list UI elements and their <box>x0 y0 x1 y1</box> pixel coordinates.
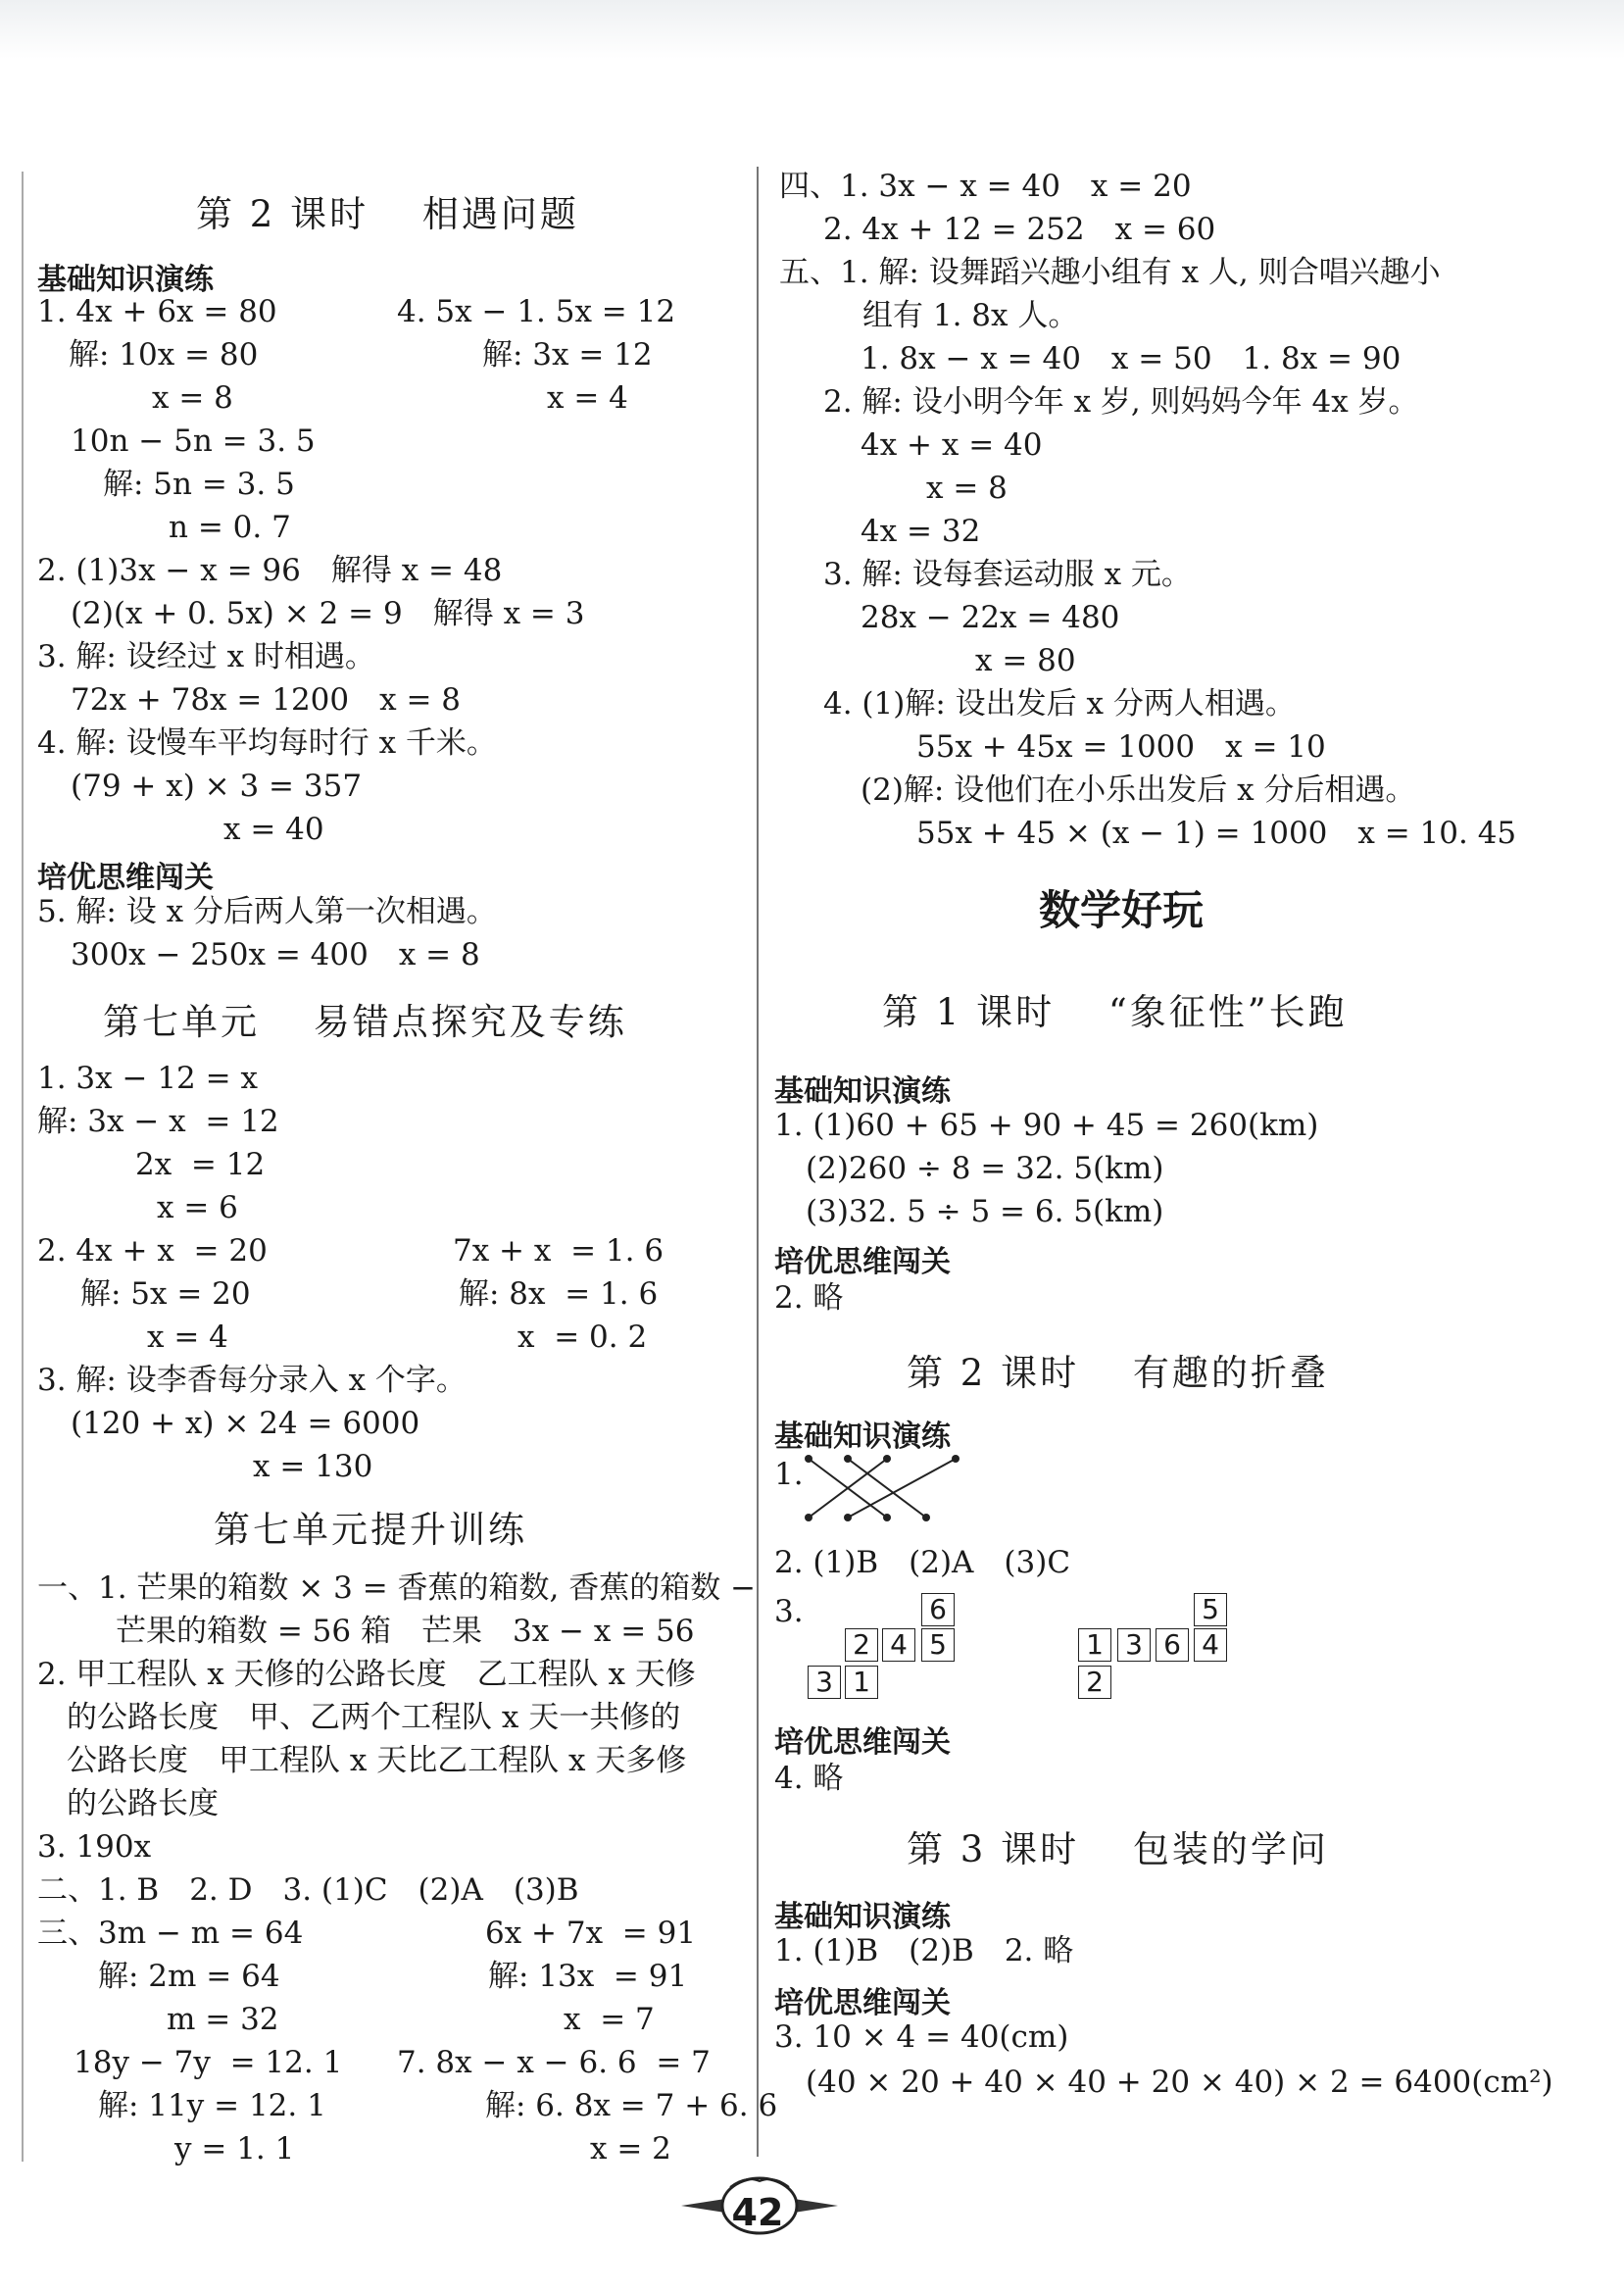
answer-line: 3. 解: 设经过 x 时相遇。 <box>37 639 375 674</box>
chapter-title: 数学好玩 <box>1039 886 1205 934</box>
subsection-heading: 培优思维闯关 <box>774 1725 951 1760</box>
answer-line: 2. 甲工程队 x 天修的公路长度 乙工程队 x 天修 <box>37 1657 696 1692</box>
answer-line: 3. 190x <box>37 1829 152 1865</box>
net-cell: 1 <box>1078 1628 1111 1662</box>
answer-line: 1. (1)B (2)B 2. 略 <box>774 1933 1074 1968</box>
answer-line: 2. (1)3x − x = 96 解得 x = 48 <box>37 553 503 588</box>
dot <box>883 1514 891 1521</box>
page-number-text: 42 <box>731 2191 784 2234</box>
answer-line: 5. 解: 设 x 分后两人第一次相遇。 <box>37 894 497 929</box>
answer-line: 组有 1. 8x 人。 <box>862 298 1079 333</box>
answer-line: 解: 13x = 91 <box>488 1959 688 1994</box>
answer-line: 300x − 250x = 400 x = 8 <box>71 937 480 972</box>
answer-line: 2x = 12 <box>135 1147 266 1182</box>
net-cell: 5 <box>921 1628 955 1662</box>
answer-line: 4. (1)解: 设出发后 x 分两人相遇。 <box>823 686 1296 722</box>
answer-line: 芒果的箱数 = 56 箱 芒果 3x − x = 56 <box>116 1614 695 1649</box>
dot <box>844 1514 852 1521</box>
dot <box>922 1514 930 1521</box>
subsection-heading: 培优思维闯关 <box>774 1245 951 1279</box>
net-cell: 3 <box>1117 1628 1151 1662</box>
answer-line: 72x + 78x = 1200 x = 8 <box>71 682 462 718</box>
answer-line: x = 8 <box>926 471 1008 506</box>
answer-line: 3. <box>774 1594 804 1629</box>
answer-line: 3. 解: 设每套运动服 x 元。 <box>823 557 1192 592</box>
answer-line: 四、1. 3x − x = 40 x = 20 <box>779 169 1192 204</box>
answer-line: 的公路长度 <box>67 1786 219 1821</box>
answer-line: 28x − 22x = 480 <box>861 600 1120 635</box>
answer-line: x = 80 <box>975 643 1076 678</box>
answer-line: 18y − 7y = 12. 1 <box>74 2045 343 2080</box>
answer-line: 6x + 7x = 91 <box>485 1916 697 1951</box>
section-title: 第七单元提升训练 <box>214 1509 527 1551</box>
answer-line: 解: 5x = 20 <box>80 1276 251 1312</box>
answer-line: 4. 略 <box>774 1761 844 1796</box>
answer-line: x = 6 <box>157 1190 238 1225</box>
dot <box>883 1455 891 1463</box>
answer-line: x = 4 <box>547 380 628 416</box>
dot <box>844 1455 852 1463</box>
answer-line: 2. 解: 设小明今年 x 岁, 则妈妈今年 4x 岁。 <box>823 384 1419 420</box>
answer-line: (79 + x) × 3 = 357 <box>71 769 363 804</box>
answer-line: m = 32 <box>167 2002 279 2037</box>
answer-line: 2. 略 <box>774 1280 844 1316</box>
section-title: 第七单元 易错点探究及专练 <box>103 1001 627 1043</box>
answer-line: 1. (1)60 + 65 + 90 + 45 = 260(km) <box>774 1108 1319 1143</box>
answer-line: n = 0. 7 <box>169 510 291 545</box>
answer-line: 解: 3x = 12 <box>482 337 653 373</box>
answer-line: 4x = 32 <box>861 514 981 549</box>
answer-line: 1. 8x − x = 40 x = 50 1. 8x = 90 <box>861 341 1402 376</box>
section-title: 第 2 课时 有趣的折叠 <box>907 1352 1329 1394</box>
top-shading <box>0 0 1624 59</box>
answer-line: 解: 6. 8x = 7 + 6. 6 <box>485 2088 778 2123</box>
net-cell: 6 <box>921 1593 955 1626</box>
net-cell: 6 <box>1156 1628 1189 1662</box>
answer-line: 3. 10 × 4 = 40(cm) <box>774 2019 1069 2055</box>
dot <box>952 1455 960 1463</box>
dot <box>805 1455 812 1463</box>
net-cell: 4 <box>1194 1628 1227 1662</box>
answer-line: (2)解: 设他们在小乐出发后 x 分后相遇。 <box>861 772 1416 808</box>
answer-line: 2. (1)B (2)A (3)C <box>774 1545 1071 1580</box>
answer-line: 10n − 5n = 3. 5 <box>71 423 316 459</box>
answer-line: 4x + x = 40 <box>861 427 1043 463</box>
section-title: 第 1 课时 “象征性”长跑 <box>882 991 1348 1033</box>
answer-line: 1. 4x + 6x = 80 <box>37 294 277 329</box>
answer-line: x = 40 <box>223 812 324 847</box>
net-cell: 3 <box>808 1666 841 1699</box>
answer-line: x = 2 <box>590 2131 671 2166</box>
answer-line: 解: 3x − x = 12 <box>37 1104 279 1139</box>
subsection-heading: 基础知识演练 <box>774 1074 951 1109</box>
answer-line: 的公路长度 甲、乙两个工程队 x 天一共修的 <box>67 1700 681 1735</box>
page-number <box>723 2188 792 2237</box>
subsection-heading: 基础知识演练 <box>37 263 214 297</box>
answer-line: 4. 解: 设慢车平均每时行 x 千米。 <box>37 725 497 761</box>
subsection-heading: 培优思维闯关 <box>37 861 214 895</box>
net-cell: 5 <box>1194 1593 1227 1626</box>
answer-line: 2. 4x + x = 20 <box>37 1233 268 1269</box>
net-cell: 2 <box>1078 1666 1111 1699</box>
section-title: 第 3 课时 包装的学问 <box>907 1828 1329 1870</box>
answer-line: y = 1. 1 <box>174 2131 295 2166</box>
answer-line: (40 × 20 + 40 × 40 + 20 × 40) × 2 = 6400(cm²) <box>806 2065 1553 2100</box>
answer-line: 55x + 45x = 1000 x = 10 <box>916 729 1326 765</box>
answer-line: x = 4 <box>147 1320 228 1355</box>
answer-line: 1. <box>774 1457 804 1492</box>
net-cell: 1 <box>845 1666 878 1699</box>
answer-line: (2)260 ÷ 8 = 32. 5(km) <box>806 1151 1164 1186</box>
net-cell: 2 <box>845 1628 878 1662</box>
answer-line: 五、1. 解: 设舞蹈兴趣小组有 x 人, 则合唱兴趣小 <box>779 255 1441 290</box>
answer-line: 7. 8x − x − 6. 6 = 7 <box>397 2045 711 2080</box>
answer-line: (2)(x + 0. 5x) × 2 = 9 解得 x = 3 <box>71 596 585 631</box>
answer-line: 55x + 45 × (x − 1) = 1000 x = 10. 45 <box>916 816 1517 851</box>
answer-line: (120 + x) × 24 = 6000 <box>71 1406 420 1441</box>
section-title: 第 2 课时 相遇问题 <box>196 193 579 235</box>
answer-line: 解: 11y = 12. 1 <box>98 2088 326 2123</box>
net-cell: 4 <box>882 1628 915 1662</box>
left-margin-rule <box>22 172 24 2162</box>
answer-line: 解: 10x = 80 <box>69 337 259 373</box>
answer-line: 7x + x = 1. 6 <box>453 1233 664 1269</box>
answer-line: (3)32. 5 ÷ 5 = 6. 5(km) <box>806 1194 1164 1229</box>
answer-line: x = 0. 2 <box>517 1320 648 1355</box>
match-line <box>848 1459 926 1518</box>
answer-line: 解: 8x = 1. 6 <box>459 1276 659 1312</box>
matching-lines-diagram <box>799 1449 975 1527</box>
answer-line: 1. 3x − 12 = x <box>37 1061 258 1096</box>
column-divider <box>757 167 759 2157</box>
answer-line: 3. 解: 设李香每分录入 x 个字。 <box>37 1363 467 1398</box>
answer-line: 2. 4x + 12 = 252 x = 60 <box>823 212 1216 247</box>
answer-line: 解: 2m = 64 <box>98 1959 280 1994</box>
answer-line: 4. 5x − 1. 5x = 12 <box>397 294 676 329</box>
answer-line: 三、3m − m = 64 <box>37 1916 304 1951</box>
subsection-heading: 基础知识演练 <box>774 1900 951 1934</box>
subsection-heading: 培优思维闯关 <box>774 1986 951 2020</box>
answer-line: 一、1. 芒果的箱数 × 3 = 香蕉的箱数, 香蕉的箱数 − <box>37 1570 757 1606</box>
answer-line: x = 130 <box>253 1449 373 1484</box>
answer-line: x = 7 <box>564 2002 655 2037</box>
dot <box>805 1514 812 1521</box>
answer-line: 公路长度 甲工程队 x 天比乙工程队 x 天多修 <box>67 1743 687 1778</box>
answer-line: x = 8 <box>152 380 233 416</box>
subsection-heading: 基础知识演练 <box>774 1419 951 1454</box>
answer-line: 二、1. B 2. D 3. (1)C (2)A (3)B <box>37 1872 579 1908</box>
match-line <box>848 1459 956 1518</box>
answer-line: 解: 5n = 3. 5 <box>103 467 295 502</box>
